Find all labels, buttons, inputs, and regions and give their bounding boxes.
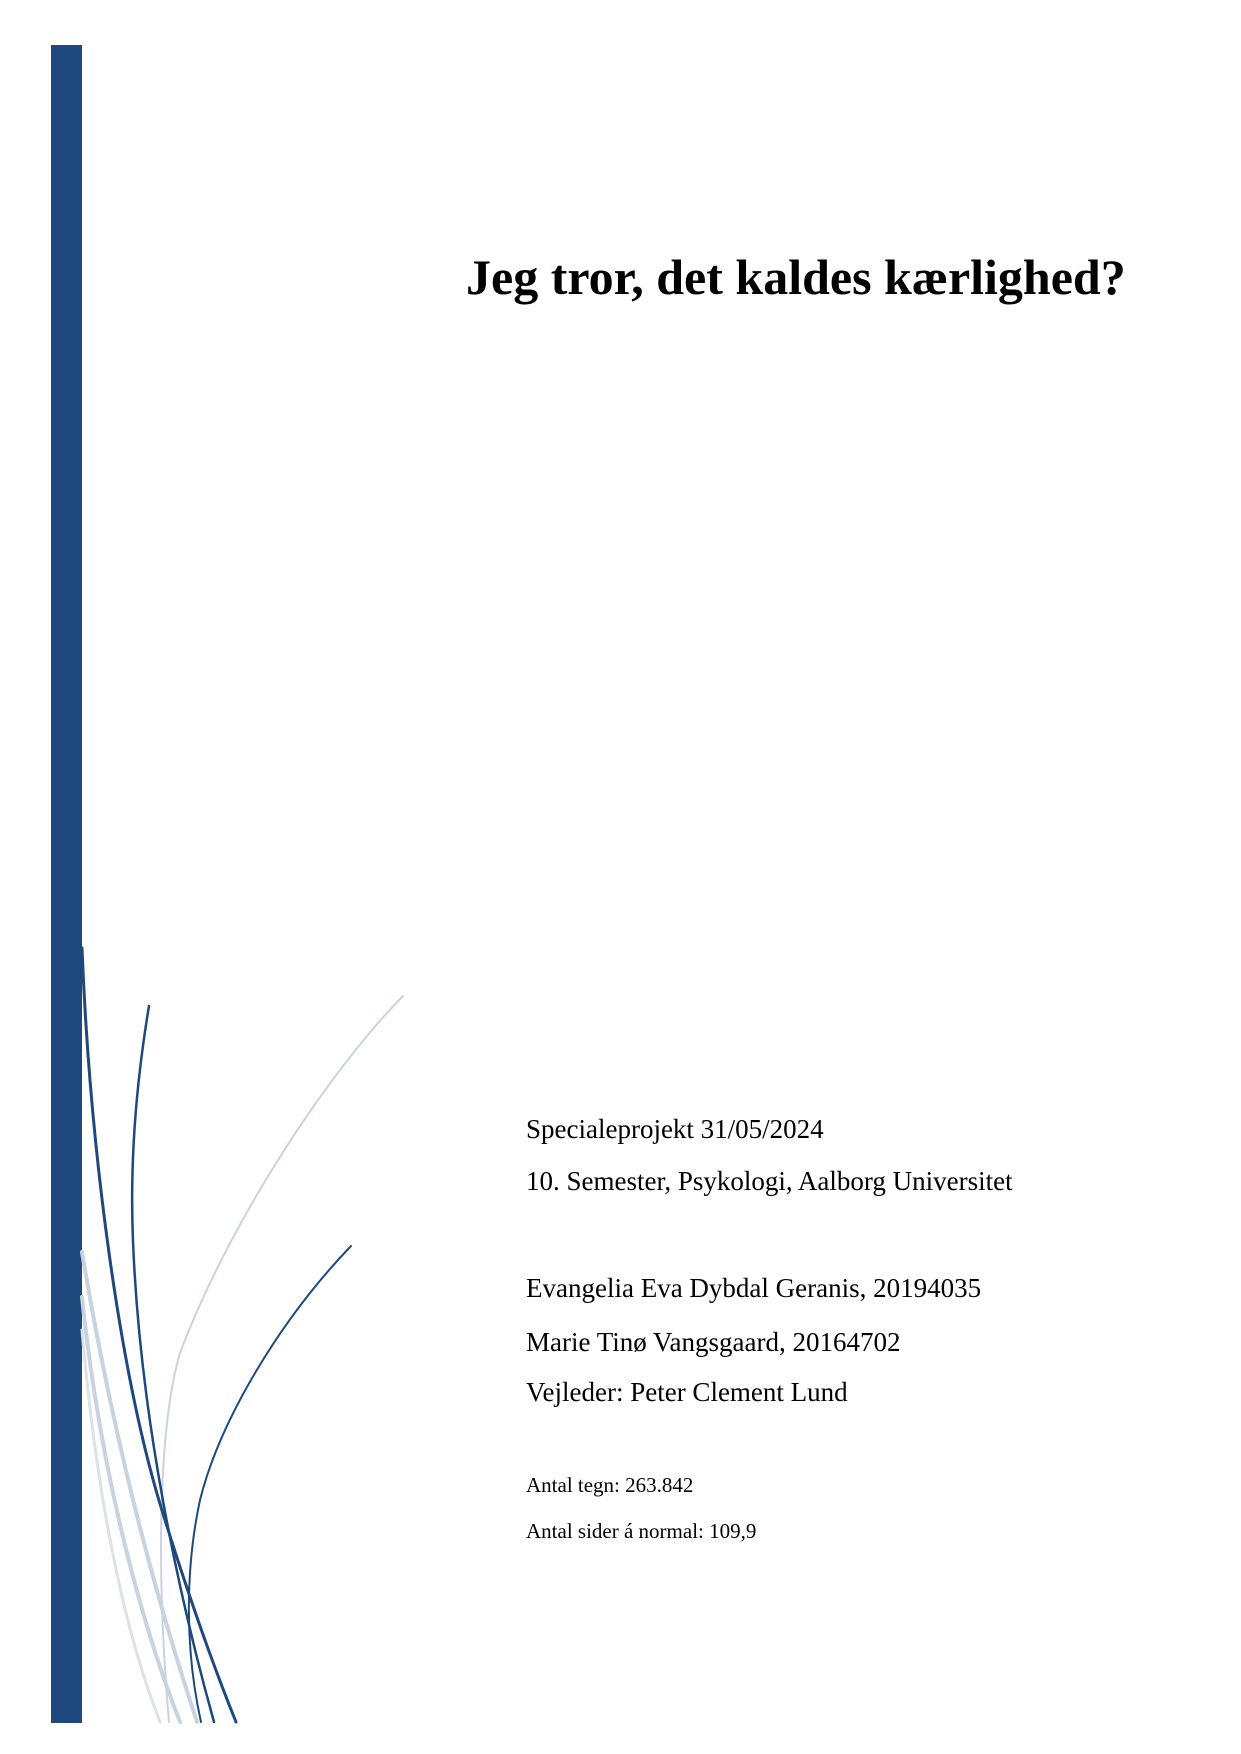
light-curve-1 — [161, 996, 403, 1722]
supervisor: Vejleder: Peter Clement Lund — [526, 1377, 848, 1407]
character-count: Antal tegn: 263.842 — [526, 1473, 694, 1497]
page-count: Antal sider á normal: 109,9 — [526, 1519, 757, 1543]
author-2: Marie Tinø Vangsgaard, 20164702 — [526, 1327, 901, 1357]
dark-curve-1 — [82, 948, 236, 1722]
project-line: Specialeprojekt 31/05/2024 — [526, 1114, 824, 1144]
semester-line: 10. Semester, Psykologi, Aalborg Universitet — [526, 1166, 1013, 1196]
dark-curve-3 — [189, 1246, 351, 1722]
author-1: Evangelia Eva Dybdal Geranis, 20194035 — [526, 1273, 982, 1303]
document-title: Jeg tror, det kaldes kærlighed? — [466, 249, 1126, 305]
